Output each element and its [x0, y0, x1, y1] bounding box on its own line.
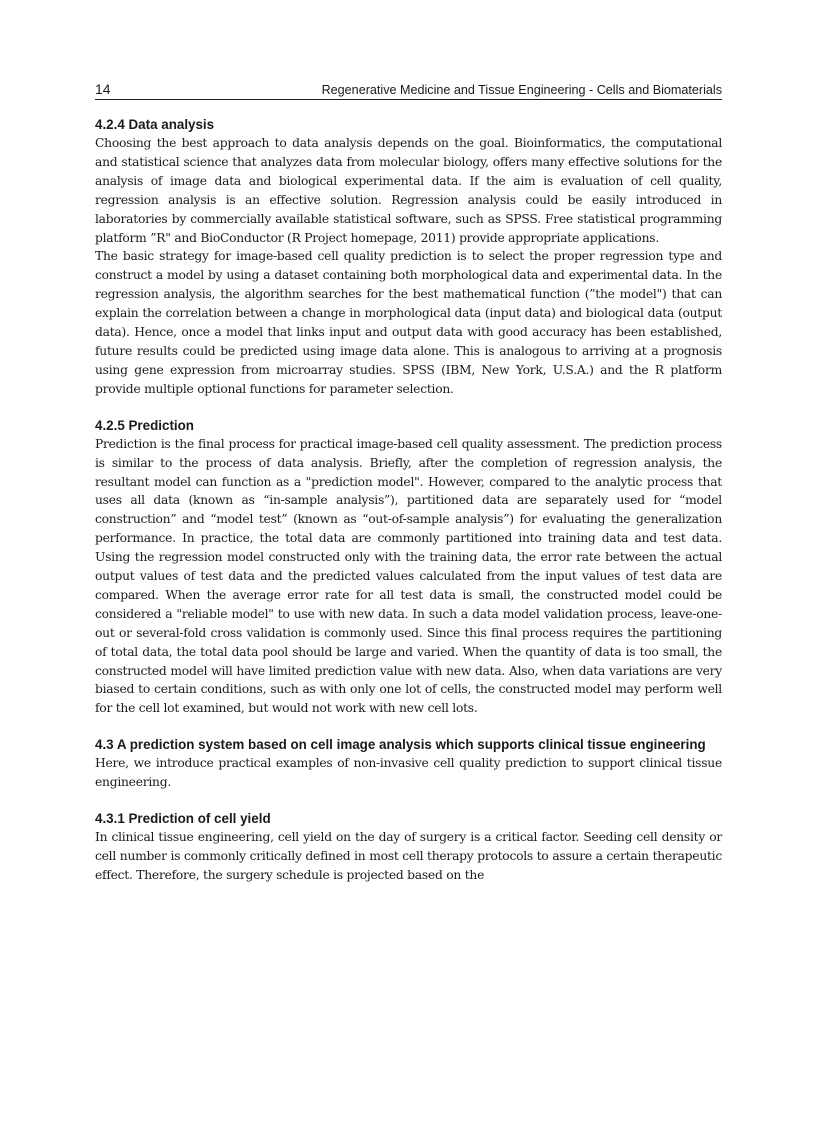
page-number: 14: [95, 81, 111, 97]
section-heading: 4.3 A prediction system based on cell image analysis which supports clinical tissue engineering: [95, 737, 706, 753]
section-prediction-system: [95, 736, 722, 792]
section-prediction: [95, 417, 722, 719]
paragraph: Here, we introduce practical examples of non-invasive cell quality prediction to support clinical tissue engineering.: [95, 756, 722, 790]
paragraph: Prediction is the final process for practical image-based cell quality assessment. The prediction process is similar to the process of data analysis. Briefly, after the completion of regression analysis, the resultant model can function as a "prediction model". However, compared to the analytic process that uses all data (known as “in-sample analysis”), partitioned data are separately used for “model construction” and “model test” (known as “out-of-sample analysis”) for evaluating the generalization performance. In practice, the total data are commonly partitioned into training data and test data. Using the regression model constructed only with the training data, the error rate between the actual output values of test data and the predicted values calculated from the input values of test data are compared. When the average error rate for all test data is small, the constructed model could be considered a "reliable model" to use with new data. In such a data model validation process, leave-one-out or several-fold cross validation is commonly used. Since this final process requires the partitioning of total data, the total data pool should be large and varied. When the quantity of data is too small, the constructed model will have limited prediction value with new data. Also, when data variations are very biased to certain conditions, such as with only one lot of cells, the constructed model may perform well for the cell lot examined, but would not work with new cell lots.: [95, 436, 722, 716]
section-heading: 4.3.1 Prediction of cell yield: [95, 811, 271, 827]
paragraph: In clinical tissue engineering, cell yield on the day of surgery is a critical factor. Seeding cell density or cell number is commonly critically defined in most cell therapy protocols to assure a certain therapeutic effect. Therefore, the surgery schedule is projected based on the: [95, 830, 722, 882]
section-data-analysis: [95, 116, 722, 399]
book-title: Regenerative Medicine and Tissue Engineering - Cells and Biomaterials: [321, 83, 722, 97]
running-header: [95, 80, 722, 100]
paragraph: The basic strategy for image-based cell quality prediction is to select the proper regression type and construct a model by using a dataset containing both morphological data and experimental data. In the regression analysis, the algorithm searches for the best mathematical function (”the model") that can explain the correlation between a change in morphological data (input data) and biological data (output data). Hence, once a model that links input and output data with good accuracy has been established, future results could be predicted using image data alone. This is analogous to arriving at a prognosis using gene expression from microarray studies. SPSS (IBM, New York, U.S.A.) and the R platform provide multiple optional functions for parameter selection.: [95, 249, 722, 396]
section-cell-yield: [95, 810, 722, 885]
section-heading: 4.2.4 Data analysis: [95, 117, 215, 132]
section-heading: 4.2.5 Prediction: [95, 417, 194, 433]
paragraph: Choosing the best approach to data analysis depends on the goal. Bioinformatics, the computational and statistical science that analyzes data from molecular biology, offers many effective solutions for the analysis of image data and biological experimental data. If the aim is evaluation of cell quality, regression analysis is an effective solution. Regression analysis could be easily introduced in laboratories by commercially available statistical software, such as SPSS. Free statistical programming platform ”R" and BioConductor (R Project homepage, 2011) provide appropriate applications.: [95, 136, 722, 245]
book-page: [95, 80, 722, 885]
